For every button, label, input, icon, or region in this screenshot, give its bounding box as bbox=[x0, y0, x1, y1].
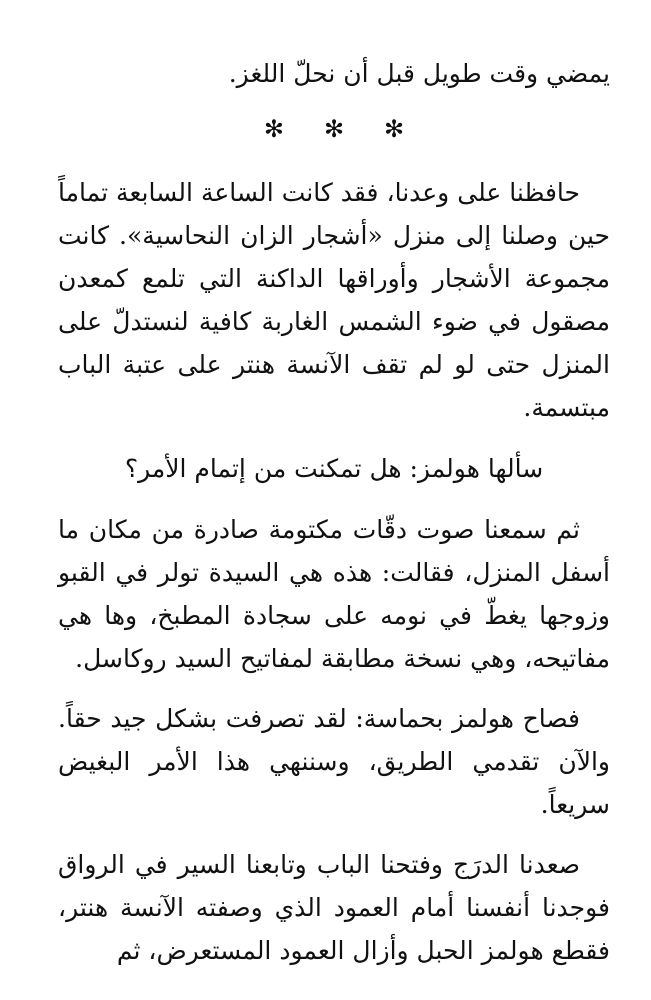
book-page bbox=[58, 52, 610, 972]
paragraph-knocking-sounds: ثم سمعنا صوت دقّات مكتومة صادرة من مكان ما أسفل المنزل، فقالت: هذه هي السيدة تولر في القبو وزوجها يغطّ في نومه على سجادة المطبخ، وها هي مفاتيحه، وهي نسخة مطابقة لمفاتيح السيد روكاسل. bbox=[58, 515, 610, 673]
paragraph-opening-line: يمضي وقت طويل قبل أن نحلّ اللغز. bbox=[228, 59, 610, 88]
paragraph-holmes-question: سألها هولمز: هل تمكنت من إتمام الأمر؟ bbox=[124, 454, 544, 483]
paragraph-corridor: صعدنا الدرَج وفتحنا الباب وتابعنا السير في الرواق فوجدنا أنفسنا أمام العمود الذي وصفته الآنسة هنتر، فقطع هولمز الحبل وأزال العمود المستعرض، ثم bbox=[58, 850, 610, 965]
paragraph-arrival: حافظنا على وعدنا، فقد كانت الساعة السابعة تماماً حين وصلنا إلى منزل «أشجار الزان النحاسية». كانت مجموعة الأشجار وأوراقها الداكنة التي تلمع كمعدن مصقول في ضوء الشمس الغاربة كافية لنستدلّ على المنزل حتى لو لم تقف الآنسة هنتر على عتبة الباب مبتسمة. bbox=[58, 178, 610, 422]
paragraph-holmes-exclaims: فصاح هولمز بحماسة: لقد تصرفت بشكل جيد حقاً. والآن تقدمي الطريق، وسننهي هذا الأمر البغيض سريعاً. bbox=[58, 704, 610, 819]
section-separator-asterisks: ✻✻✻ bbox=[263, 115, 445, 143]
